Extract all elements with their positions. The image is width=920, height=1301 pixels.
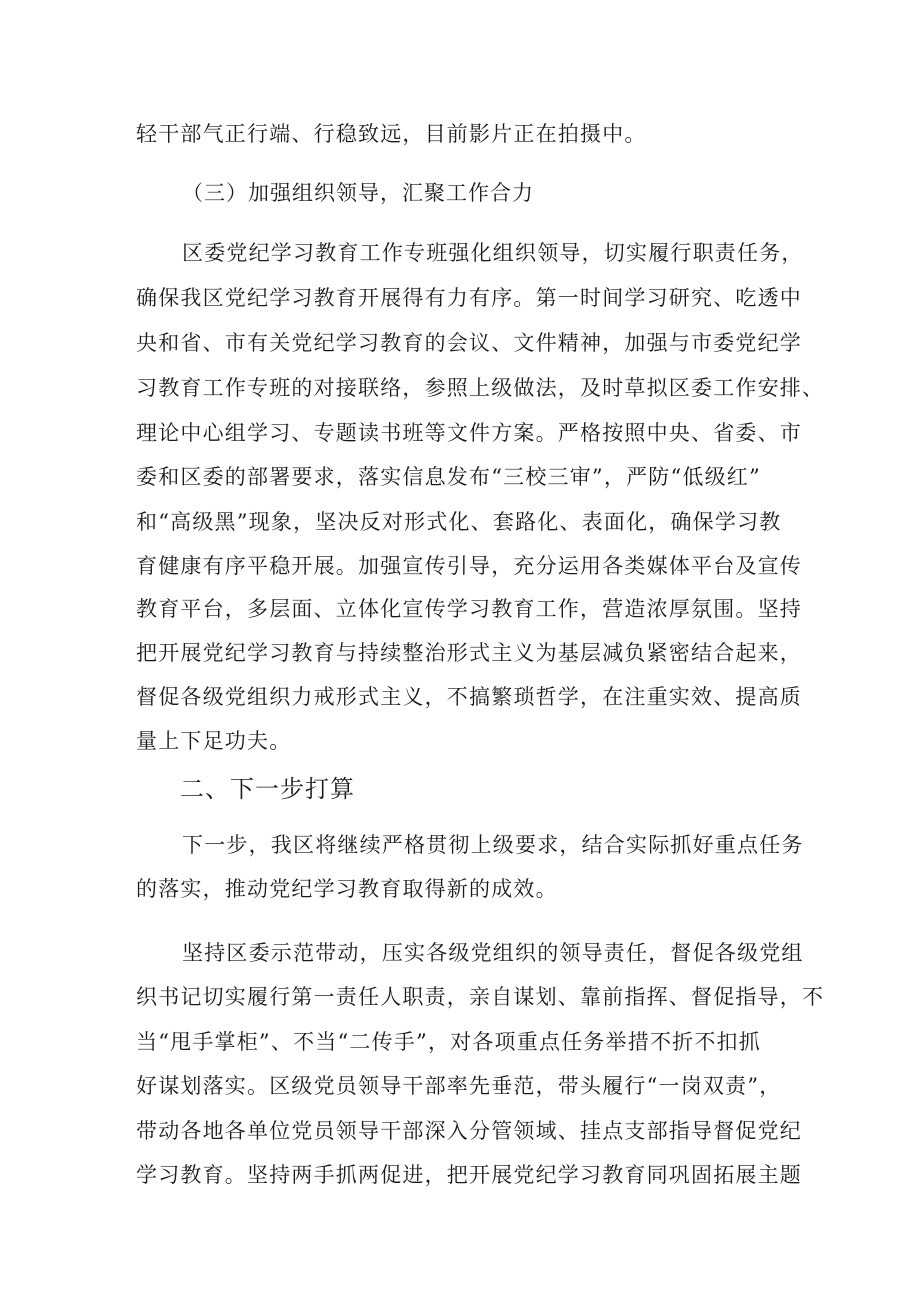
paragraph-line: 织书记切实履行第一责任人职责，亲自谋划、靠前指挥、督促指导，不 — [136, 985, 825, 1009]
paragraph-line: 带动各地各单位党员领导干部深入分管领域、挂点支部指导督促党纪 — [136, 1119, 802, 1143]
paragraph-line: 把开展党纪学习教育与持续整治形式主义为基层减负紧密结合起来， — [136, 641, 802, 665]
paragraph-line: 的落实，推动党纪学习教育取得新的成效。 — [136, 877, 558, 901]
paragraph-line: 量上下足功夫。 — [136, 729, 292, 753]
paragraph-line: 央和省、市有关党纪学习教育的会议、文件精神，加强与市委党纪学 — [136, 331, 802, 355]
paragraph-line: 下一步，我区将继续严格贯彻上级要求，结合实际抓好重点任务 — [182, 833, 804, 857]
paragraph-line: 习教育工作专班的对接联络，参照上级做法，及时草拟区委工作安排、 — [136, 376, 825, 400]
paragraph-line: 育健康有序平稳开展。加强宣传引导，充分运用各类媒体平台及宣传 — [136, 554, 802, 578]
paragraph-line: 督促各级党组织力戒形式主义，不搞繁琐哲学，在注重实效、提高质 — [136, 685, 802, 709]
section-heading: 二、下一步打算 — [180, 775, 355, 803]
paragraph-line: 理论中心组学习、专题读书班等文件方案。严格按照中央、省委、市 — [136, 421, 802, 445]
paragraph-line: 学习教育。坚持两手抓两促进，把开展党纪学习教育同巩固拓展主题 — [136, 1163, 802, 1187]
paragraph-line: 当“甩手掌柜”、不当“二传手”，对各项重点任务举措不折不扣抓 — [136, 1030, 761, 1054]
paragraph-line: 坚持区委示范带动，压实各级党组织的领导责任，督促各级党组 — [182, 941, 804, 965]
paragraph-line: 委和区委的部署要求，落实信息发布“三校三审”，严防“低级红” — [136, 465, 761, 489]
paragraph-line: 区委党纪学习教育工作专班强化组织领导，切实履行职责任务， — [182, 241, 804, 265]
paragraph-line: 和“高级黑”现象，坚决反对形式化、套路化、表面化，确保学习教 — [136, 510, 782, 534]
paragraph-line: 好谋划落实。区级党员领导干部率先垂范，带头履行“一岗双责”， — [136, 1074, 782, 1098]
paragraph-line: 轻干部气正行端、行稳致远，目前影片正在拍摄中。 — [136, 122, 647, 146]
subsection-title: （三）加强组织领导，汇聚工作合力 — [182, 181, 534, 205]
paragraph-line: 教育平台，多层面、立体化宣传学习教育工作，营造浓厚氛围。坚持 — [136, 597, 802, 621]
paragraph-line: 确保我区党纪学习教育开展得有力有序。第一时间学习研究、吃透中 — [136, 286, 802, 310]
